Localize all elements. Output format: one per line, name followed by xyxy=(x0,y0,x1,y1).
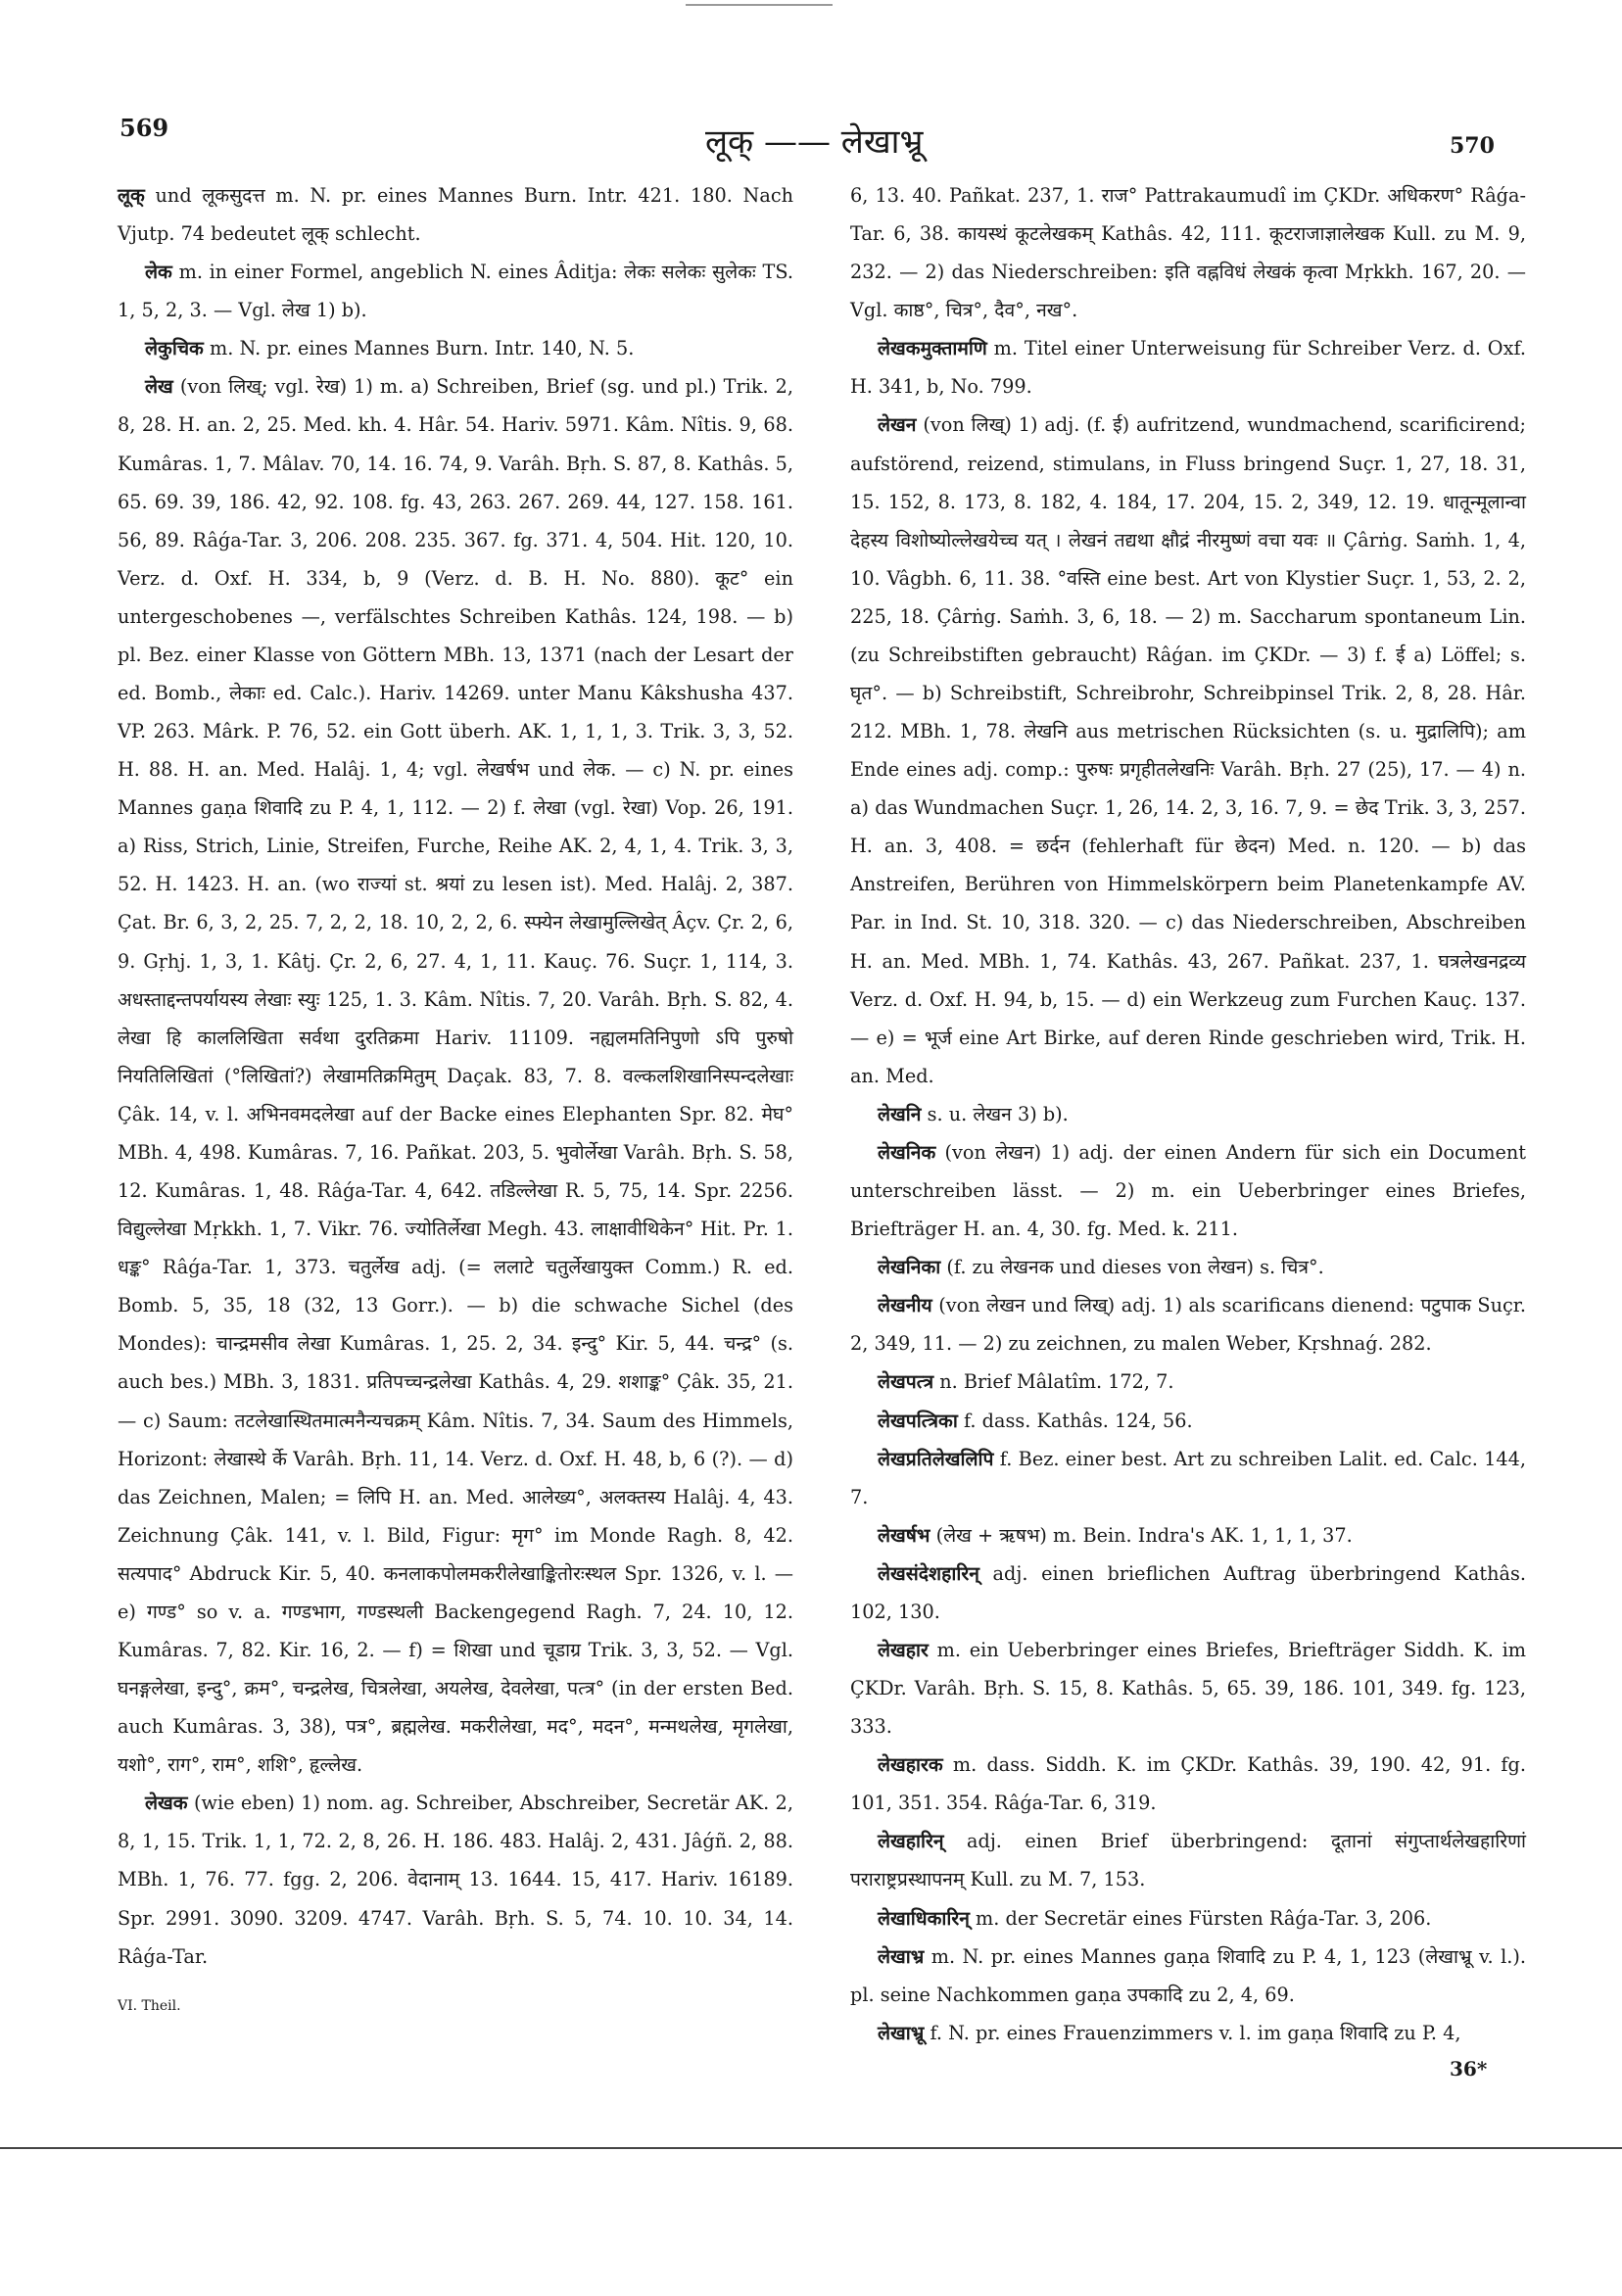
entry-lemma: लेखनि xyxy=(878,1102,922,1125)
entry-lemma: लेखपत्त्रिका xyxy=(878,1409,958,1432)
dictionary-entry xyxy=(850,1746,1526,1822)
right-column xyxy=(850,176,1526,2057)
signature-mark: 36* xyxy=(1450,2057,1488,2081)
entry-lemma: लेखसंदेशहारिन् xyxy=(878,1561,979,1585)
entry-lemma: लेखर्षभ xyxy=(878,1523,930,1547)
dictionary-entry xyxy=(850,1516,1526,1555)
entry-text: f. Bez. einer best. Art zu schreiben Lalit. ed. Calc. 144, 7. xyxy=(850,1447,1526,1508)
entry-lemma: लेखक xyxy=(145,1792,188,1815)
entry-lemma: लेखपत्त्र xyxy=(878,1370,934,1394)
dictionary-entry xyxy=(850,1555,1526,1631)
entry-text: n. Brief Mâlatîm. 172, 7. xyxy=(939,1370,1174,1394)
entry-lemma: लेखप्रतिलेखलिपि xyxy=(878,1447,994,1470)
dictionary-entry xyxy=(850,1440,1526,1516)
entry-lemma: लेखहारिन् xyxy=(878,1830,944,1853)
entry-text: (लेख + ऋषभ) m. Bein. Indra's AK. 1, 1, 1, 37. xyxy=(935,1523,1353,1547)
dictionary-entry xyxy=(850,1286,1526,1363)
dictionary-entry xyxy=(850,1402,1526,1440)
entry-text: m. der Secretär eines Fürsten Râǵa-Tar. 3, 206. xyxy=(976,1906,1432,1930)
entry-text: m. N. pr. eines Mannes Burn. Intr. 140, N. 5. xyxy=(209,337,635,360)
running-headwords: लूक् —— लेखाभ्रू xyxy=(705,122,924,162)
dictionary-entry xyxy=(850,1937,1526,2014)
entry-text: m. dass. Siddh. K. im ÇKDr. Kathâs. 39, 190. 42, 91. fg. 101, 351. 354. Râǵa-Tar. 6, 319. xyxy=(850,1753,1526,1815)
entry-text: und लूकसुदत्त m. N. pr. eines Mannes Burn. Intr. 421. 180. Nach Vjutp. 74 bedeutet लूक् schlecht. xyxy=(118,184,793,246)
dictionary-entry xyxy=(118,329,793,367)
entry-lemma: लेखाभ्रू xyxy=(878,2021,925,2044)
entry-text: m. N. pr. eines Mannes gaṇa शिवादि zu P. 4, 1, 123 (लेखाभ्रू v. l.). pl. seine Nachkommen gaṇa उपकादि zu 2, 4, 69. xyxy=(850,1944,1526,2006)
dictionary-entry xyxy=(850,1899,1526,1937)
page-number-right: 570 xyxy=(1450,133,1495,159)
dictionary-entry xyxy=(850,1631,1526,1746)
entry-text: 6, 13. 40. Pañkat. 237, 1. राज° Pattrakaumudî im ÇKDr. अधिकरण° Râǵa-Tar. 6, 38. कायस्थं कूटलेखकम् Kathâs. 42, 111. कूटराजाज्ञालेखक Kull. zu M. 9, 232. — 2) das Niederschreiben: इति वह्नविधं लेखकं कृत्वा Mṛkkh. 167, 20. — Vgl. काष्ठ°, चित्र°, दैव°, नख°. xyxy=(850,184,1526,322)
dictionary-entry xyxy=(850,1363,1526,1401)
entry-lemma: लेखनीय xyxy=(878,1294,932,1317)
entry-text: m. Titel einer Unterweisung für Schreiber Verz. d. Oxf. H. 341, b, No. 799. xyxy=(850,337,1526,399)
bottom-rule xyxy=(0,2147,1622,2149)
dictionary-entry xyxy=(118,367,793,1784)
page-number-left: 569 xyxy=(119,114,169,142)
dictionary-entry xyxy=(850,1133,1526,1248)
dictionary-entry xyxy=(118,1784,793,1975)
entry-text: (von लिख्) 1) adj. (f. ई) aufritzend, wundmachend, scarificirend; aufstörend, reizend, stimulans, in Fluss bringend Suçr. 1, 27, 18. 31, 15. 152, 8. 173, 8. 182, 4. 184, 17. 204, 15. 2, 349, 12. 19. धातून्मूलान्वा देहस्य विशोष्योल्लेखयेच्च यत् । लेखनं तद्यथा क्षौद्रं नीरमुष्णं वचा यवः ॥ Çârṅg. Saṁh. 1, 4, 10. Vâgbh. 6, 11. 38. °वस्ति eine best. Art von Klystier Suçr. 1, 53, 2. 2, 225, 18. Çârṅg. Saṁh. 3, 6, 18. — 2) m. Saccharum spontaneum Lin. (zu Schreibstiften gebraucht) Râǵan. im ÇKDr. — 3) f. ई a) Löffel; s. घृत°. — b) Schreibstift, Schreibrohr, Schreibpinsel Trik. 2, 8, 28. Hâr. 212. MBh. 1, 78. लेखनि aus metrischen Rücksichten (s. u. मुद्रालिपि); am Ende eines adj. comp.: पुरुषः प्रगृहीतलेखनिः Varâh. Bṛh. 27 (25), 17. — 4) n. a) das Wundmachen Suçr. 1, 26, 14. 2, 3, 16. 7, 9. = छेद Trik. 3, 3, 257. H. an. 3, 408. = छर्दन (fehlerhaft für छेदन) Med. n. 120. — b) das Anstreifen, Berühren von Himmelskörpern beim Planetenkampfe AV. Par. in Ind. St. 10, 318. 320. — c) das Niederschreiben, Abschreiben H. an. Med. MBh. 1, 74. Kathâs. 43, 267. Pañkat. 237, 1. घत्रलेखनद्रव्य Verz. d. Oxf. H. 94, b, 15. — d) ein Werkzeug zum Furchen Kauç. 137. — e) = भूर्ज eine Art Birke, auf deren Rinde geschrieben wird, Trik. H. an. Med. xyxy=(850,413,1526,1087)
entry-lemma: लेखहार xyxy=(878,1638,929,1661)
dictionary-entry xyxy=(118,176,793,253)
top-rule xyxy=(686,4,833,6)
left-column xyxy=(118,176,793,1998)
dictionary-entry xyxy=(850,176,1526,329)
entry-text: (f. zu लेखनक und dieses von लेखन) s. चित्र°. xyxy=(946,1256,1324,1279)
entry-text: (von लिख्; vgl. रेख) 1) m. a) Schreiben, Brief (sg. und pl.) Trik. 2, 8, 28. H. an. 2, 25. Med. kh. 4. Hâr. 54. Hariv. 5971. Kâm. Nîtis. 9, 68. Kumâras. 1, 7. Mâlav. 70, 14. 16. 74, 9. Varâh. Bṛh. S. 87, 8. Kathâs. 5, 65. 69. 39, 186. 42, 92. 108. fg. 43, 263. 267. 269. 44, 127. 158. 161. 56, 89. Râǵa-Tar. 3, 206. 208. 235. 367. fg. 371. 4, 504. Hit. 120, 10. Verz. d. Oxf. H. 334, b, 9 (Verz. d. B. H. No. 880). कूट° ein untergeschobenes —, verfälschtes Schreiben Kathâs. 124, 198. — b) pl. Bez. einer Klasse von Göttern MBh. 13, 1371 (nach der Lesart der ed. Bomb., लेकाः ed. Calc.). Hariv. 14269. unter Manu Kâkshusha 437. VP. 263. Mârk. P. 76, 52. ein Gott überh. AK. 1, 1, 1, 3. Trik. 3, 3, 52. H. 88. H. an. Med. Halâj. 1, 4; vgl. लेखर्षभ und लेक. — c) N. pr. eines Mannes gaṇa शिवादि zu P. 4, 1, 112. — 2) f. लेखा (vgl. रेखा) Vop. 26, 191. a) Riss, Strich, Linie, Streifen, Furche, Reihe AK. 2, 4, 1, 4. Trik. 3, 3, 52. H. 1423. H. an. (wo राज्यां st. श्रयां zu lesen ist). Med. Halâj. 2, 387. Çat. Br. 6, 3, 2, 25. 7, 2, 2, 18. 10, 2, 2, 6. स्फ्येन लेखामुल्लिखेत् Âçv. Çr. 2, 6, 9. Gṛhj. 1, 3, 1. Kâtj. Çr. 2, 6, 27. 4, 1, 11. Kauç. 76. Suçr. 1, 114, 3. अधस्ताद्दन्तपर्यायस्य लेखाः स्युः 125, 1. 3. Kâm. Nîtis. 7, 20. Varâh. Bṛh. S. 82, 4. लेखा हि काललिखिता सर्वथा दुरतिक्रमा Hariv. 11109. नह्यलमतिनिपुणो ऽपि पुरुषो नियतिलिखितां (°लिखितां?) लेखामतिक्रमितुम् Daçak. 83, 7. 8. वल्कलशिखानिस्पन्दलेखाः Çâk. 14, v. l. अभिनवमदलेखा auf der Backe eines Elephanten Spr. 82. मेघ° MBh. 4, 498. Kumâras. 7, 16. Pañkat. 203, 5. भुवोर्लेखा Varâh. Bṛh. S. 58, 12. Kumâras. 1, 48. Râǵa-Tar. 4, 642. तडिल्लेखा R. 5, 75, 14. Spr. 2256. विद्युल्लेखा Mṛkkh. 1, 7. Vikr. 76. ज्योतिर्लेखा Megh. 43. लाक्षावीथिकेन° Hit. Pr. 1. धङ्क° Râǵa-Tar. 1, 373. चतुर्लेख adj. (= ललाटे चतुर्लेखायुक्त Comm.) R. ed. Bomb. 5, 35, 18 (32, 13 Gorr.). — b) die schwache Sichel (des Mondes): चान्द्रमसीव लेखा Kumâras. 1, 25. 2, 34. इन्दु° Kir. 5, 44. चन्द्र° (s. auch bes.) MBh. 3, 1831. प्रतिपच्चन्द्रलेखा Kathâs. 4, 29. शशाङ्क° Çâk. 35, 21. — c) Saum: तटलेखास्थितमात्मनैन्यचक्रम् Kâm. Nîtis. 7, 34. Saum des Himmels, Horizont: लेखास्थे र्के Varâh. Bṛh. 11, 14. Verz. d. Oxf. H. 48, b, 6 (?). — d) das Zeichnen, Malen; = लिपि H. an. Med. आलेख्य°, अलक्तस्य Halâj. 4, 43. Zeichnung Çâk. 141, v. l. Bild, Figur: मृग° im Monde Ragh. 8, 42. सत्यपाद° Abdruck Kir. 5, 40. कनलाकपोलमकरीलेखाङ्कितोरःस्थल Spr. 1326, v. l. — e) गण्ड° so v. a. गण्डभाग, गण्डस्थली Backengegend Ragh. 7, 24. 10, 12. Kumâras. 7, 82. Kir. 16, 2. — f) = शिखा und चूडाग्र Trik. 3, 3, 52. — Vgl. घनङ्गलेखा, इन्दु°, क्रम°, चन्द्रलेख, चित्रलेखा, अयलेख, देवलेखा, पत्त्र° (in der ersten Bed. auch Kumâras. 3, 38), पत्र°, ब्रह्मलेख. मकरीलेखा, मद°, मदन°, मन्मथलेख, मृगलेखा, यशो°, राग°, राम°, शशि°, हृल्लेख. xyxy=(118,375,794,1777)
dictionary-entry xyxy=(850,1095,1526,1133)
entry-lemma: लेखनिका xyxy=(878,1256,941,1279)
entry-text: m. ein Ueberbringer eines Briefes, Briefträger Siddh. K. im ÇKDr. Varâh. Bṛh. S. 15, 8. Kathâs. 5, 65. 39, 186. 101, 349. fg. 123, 333. xyxy=(850,1638,1526,1739)
entry-lemma: लेक xyxy=(145,261,172,284)
entry-text: f. dass. Kathâs. 124, 56. xyxy=(963,1409,1193,1432)
entry-text: (wie eben) 1) nom. ag. Schreiber, Abschreiber, Secretär AK. 2, 8, 1, 15. Trik. 1, 1, 72. 2, 8, 26. H. 186. 483. Halâj. 2, 431. Jâǵñ. 2, 88. MBh. 1, 76. 77. fgg. 2, 206. वेदानाम् 13. 1644. 15, 417. Hariv. 16189. Spr. 2991. 3090. 3209. 4747. Varâh. Bṛh. S. 5, 74. 10. 10. 34, 14. Râǵa-Tar. xyxy=(118,1792,793,1968)
dictionary-entry xyxy=(118,253,793,329)
dictionary-entry xyxy=(850,1248,1526,1286)
entry-text: adj. einen brieflichen Auftrag überbringend Kathâs. 102, 130. xyxy=(850,1561,1526,1623)
dictionary-entry xyxy=(850,1822,1526,1898)
entry-lemma: लूक् xyxy=(118,184,145,207)
entry-text: s. u. लेखन 3) b). xyxy=(927,1102,1069,1125)
entry-text: f. N. pr. eines Frauenzimmers v. l. im gaṇa शिवादि zu P. 4, xyxy=(930,2021,1461,2044)
entry-text: (von लेखन) 1) adj. der einen Andern für sich ein Document unterschreiben lässt. — 2) m. ein Ueberbringer eines Briefes, Briefträger H. an. 4, 30. fg. Med. k. 211. xyxy=(850,1140,1526,1241)
entry-text: adj. einen Brief überbringend: दूतानां संगुप्तार्थलेखहारिणां पराराष्ट्रप्रस्थापनम् Kull. zu M. 7, 153. xyxy=(850,1830,1526,1891)
entry-text: (von लेखन und लिख्) adj. 1) als scarificans dienend: पटुपाक Suçr. 2, 349, 11. — 2) zu zeichnen, zu malen Weber, Kṛshnaǵ. 282. xyxy=(850,1294,1526,1356)
entry-lemma: लेखकमुक्तामणि xyxy=(878,337,987,360)
entry-lemma: लेखनिक xyxy=(878,1140,936,1164)
entry-lemma: लेखाधिकारिन् xyxy=(878,1906,970,1930)
entry-lemma: लेखाभ्र xyxy=(878,1944,925,1968)
entry-text: m. in einer Formel, angeblich N. eines Âditja: लेकः सलेकः सुलेकः TS. 1, 5, 2, 3. — Vgl. लेख 1) b). xyxy=(118,261,793,322)
volume-note: VI. Theil. xyxy=(118,1998,181,2014)
entry-lemma: लेकुचिक xyxy=(145,337,204,360)
entry-lemma: लेखहारक xyxy=(878,1753,943,1777)
dictionary-entry xyxy=(850,406,1526,1094)
dictionary-entry xyxy=(850,2014,1526,2052)
entry-lemma: लेखन xyxy=(878,413,917,437)
dictionary-entry xyxy=(850,329,1526,406)
entry-lemma: लेख xyxy=(145,375,173,399)
